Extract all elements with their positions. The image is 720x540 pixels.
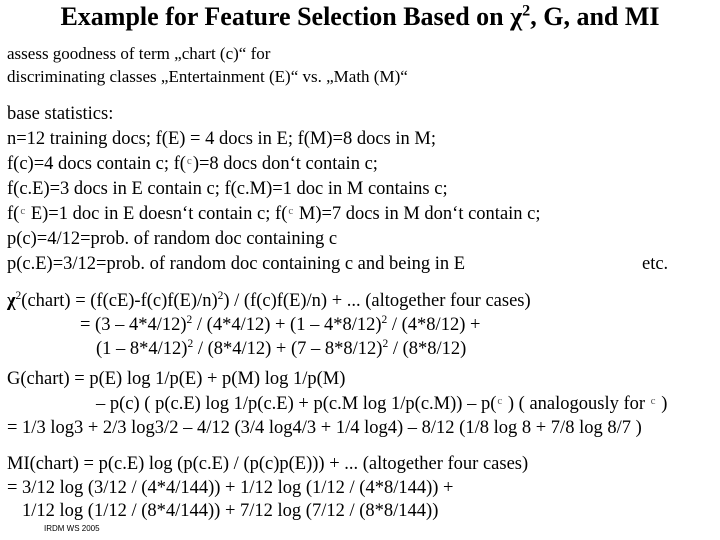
chi2-line-3-superscript-1: 2 bbox=[187, 338, 194, 351]
g-line-2-a: – p(c) ( p(c.E) log 1/p(c.E) + p(c.M log 1/p(c.M)) – p( bbox=[96, 394, 497, 414]
chi2-line-2-superscript-1: 2 bbox=[186, 314, 193, 327]
intro-line-1: assess goodness of term „chart (c)“ for bbox=[7, 44, 271, 63]
chi2-line-3 bbox=[96, 340, 466, 359]
chi2-line-1-a: (chart) = (f(cE)-f(c)f(E)/n) bbox=[21, 291, 218, 311]
stats-line-4-b: E)=1 doc in E doesn‘t contain c; f( bbox=[26, 204, 288, 224]
intro-line-2: discriminating classes „Entertainment (E)“ vs. „Math (M)“ bbox=[7, 67, 408, 86]
title-superscript: 2 bbox=[522, 2, 531, 20]
not-c-symbol: c bbox=[288, 205, 294, 217]
stats-line-6: p(c.E)=3/12=prob. of random doc containing c and being in E bbox=[7, 254, 466, 274]
not-c-symbol: c bbox=[20, 205, 26, 217]
title-prefix: Example for Feature Selection Based on bbox=[60, 2, 511, 31]
chi2-line-2-c: / (4*8/12) + bbox=[387, 315, 481, 335]
not-c-symbol: c bbox=[650, 395, 656, 407]
mi-line-3: 1/12 log (1/12 / (8*4/144)) + 7/12 log (7/12 / (8*8/144)) bbox=[22, 501, 439, 521]
not-c-symbol: c bbox=[186, 155, 192, 167]
g-line-2 bbox=[96, 395, 667, 414]
stats-line-5: p(c)=4/12=prob. of random doc containing c bbox=[7, 229, 338, 249]
stats-line-4-c: M)=7 docs in M don‘t contain c; bbox=[294, 204, 541, 224]
stats-etc: etc. bbox=[642, 254, 669, 274]
chi2-line-3-a: (1 – 8*4/12) bbox=[96, 339, 188, 359]
chi2-line-2-a: = (3 – 4*4/12) bbox=[80, 315, 187, 335]
stats-line-4-a: f( bbox=[7, 204, 20, 224]
footer-text: IRDM WS 2005 bbox=[44, 524, 100, 533]
not-c-symbol: c bbox=[497, 395, 503, 407]
stats-line-2-b: )=8 docs don‘t contain c; bbox=[192, 154, 378, 174]
title-suffix: , G, and MI bbox=[530, 2, 660, 31]
g-line-2-b: ) ( analogously for bbox=[503, 394, 650, 414]
chi2-line-2 bbox=[80, 316, 480, 335]
chi2-line-3-c: / (8*8/12) bbox=[388, 339, 467, 359]
chi2-line-1-superscript: 2 bbox=[217, 290, 224, 303]
stats-line-4 bbox=[7, 205, 541, 224]
chi2-line-2-superscript-2: 2 bbox=[381, 314, 388, 327]
g-line-3: = 1/3 log3 + 2/3 log3/2 – 4/12 (3/4 log4/3 + 1/4 log4) – 8/12 (1/8 log 8 + 7/8 log 8/7 ) bbox=[7, 418, 642, 438]
page-title bbox=[0, 4, 720, 30]
chi2-superscript: 2 bbox=[15, 290, 22, 303]
chi-symbol: χ bbox=[7, 291, 16, 311]
chi2-line-3-superscript-2: 2 bbox=[382, 338, 389, 351]
stats-line-2-a: f(c)=4 docs contain c; f( bbox=[7, 154, 186, 174]
stats-line-3: f(c.E)=3 docs in E contain c; f(c.M)=1 doc in M contains c; bbox=[7, 179, 448, 199]
stats-heading: base statistics: bbox=[7, 104, 114, 124]
g-line-2-c: ) bbox=[656, 394, 668, 414]
g-line-1: G(chart) = p(E) log 1/p(E) + p(M) log 1/p(M) bbox=[7, 369, 346, 389]
chi2-line-1 bbox=[7, 292, 531, 311]
stats-line-1: n=12 training docs; f(E) = 4 docs in E; f(M)=8 docs in M; bbox=[7, 129, 436, 149]
stats-line-2 bbox=[7, 155, 378, 174]
mi-line-1: MI(chart) = p(c.E) log (p(c.E) / (p(c)p(E))) + ... (altogether four cases) bbox=[7, 454, 529, 474]
mi-line-2: = 3/12 log (3/12 / (4*4/144)) + 1/12 log (1/12 / (4*8/144)) + bbox=[7, 478, 454, 498]
chi2-line-3-b: / (8*4/12) + (7 – 8*8/12) bbox=[193, 339, 383, 359]
chi-symbol: χ bbox=[510, 2, 523, 31]
chi2-line-2-b: / (4*4/12) + (1 – 4*8/12) bbox=[192, 315, 382, 335]
chi2-line-1-b: ) / (f(c)f(E)/n) + ... (altogether four cases) bbox=[223, 291, 531, 311]
